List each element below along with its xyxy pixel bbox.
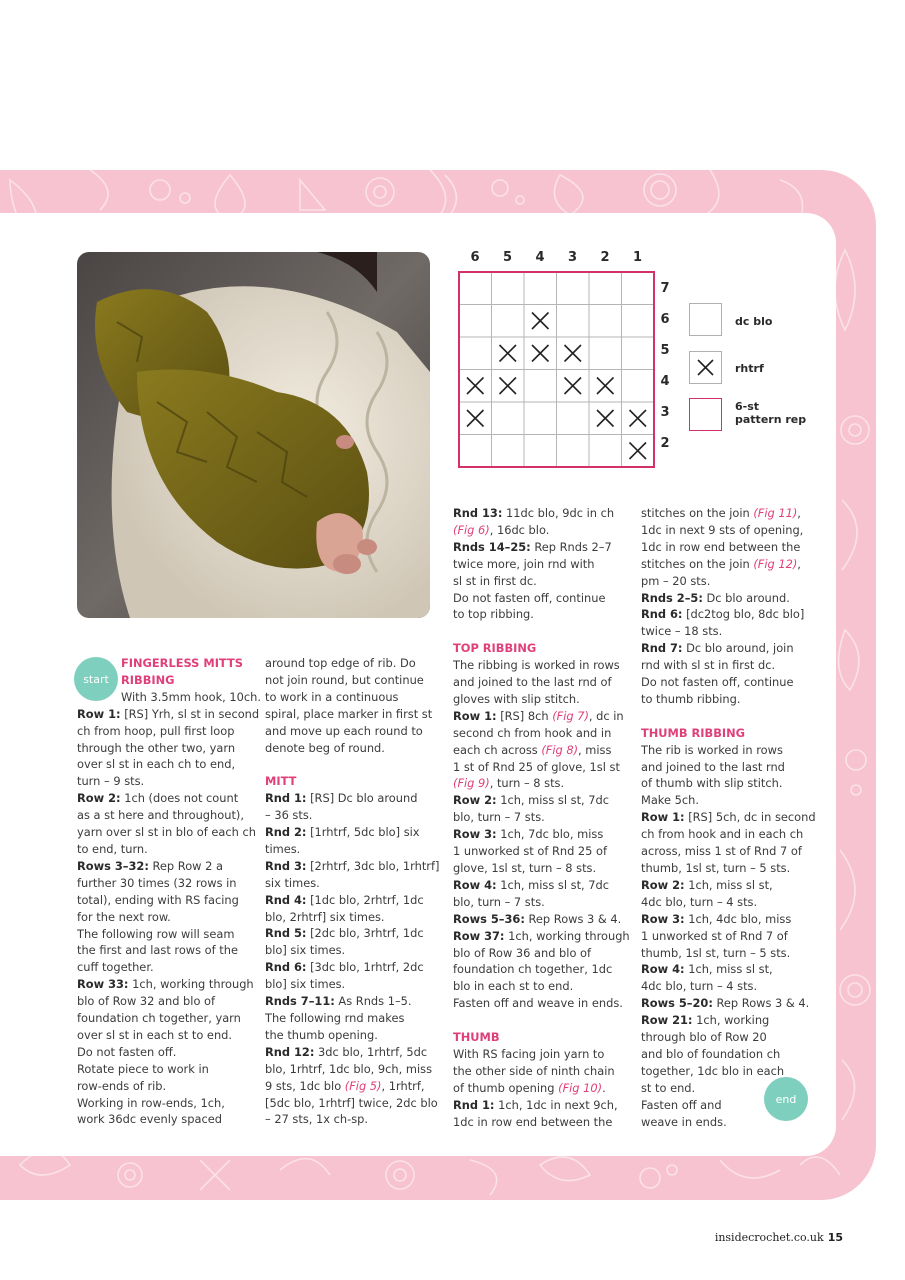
site-name: insidecrochet.co.uk: [714, 1231, 824, 1244]
legend-rhtrf-box: [689, 351, 722, 384]
chart-cell: [492, 305, 525, 338]
chart-cell: [492, 435, 525, 468]
chart-cell: [524, 435, 557, 468]
chart-cell: [459, 272, 492, 305]
chart-column-number: 5: [502, 250, 513, 265]
legend-dc-blo-label: dc blo: [735, 315, 773, 328]
chart-cell: [492, 272, 525, 305]
fingerless-mitts-photo: [77, 252, 430, 618]
chart-cell: [557, 272, 590, 305]
end-badge: end: [764, 1077, 808, 1121]
chart-column-number: 1: [632, 250, 643, 265]
legend-pattern-rep-label: 6-st pattern rep: [735, 400, 807, 426]
chart-row-number: 4: [660, 374, 670, 389]
chart-cell: [524, 370, 557, 403]
chart-cell: [589, 305, 622, 338]
chart-cell: [589, 272, 622, 305]
chart-cell: [589, 435, 622, 468]
chart-column-number: 3: [567, 250, 578, 265]
stitch-chart: [452, 245, 812, 470]
chart-row-number: 3: [660, 405, 670, 420]
chart-row-number: 7: [660, 281, 670, 296]
chart-cell: [589, 337, 622, 370]
chart-cell: [524, 272, 557, 305]
legend-rhtrf-label: rhtrf: [735, 362, 764, 375]
instructions-column-4: stitches on the join (Fig 11), 1dc in next 9 sts of opening, 1dc in row end between the stitches on the join (Fig 12), pm – 20 sts. Rnds 2–5: Dc blo around. Rnd 6: [dc2tog blo, 8dc blo] twice – 18 sts. Rnd 7: Dc blo around, join rnd with sl st in first dc. Do not fasten off, continue to thumb ribbing. THUMB RIBBING The rib is worked in rows and joined to the last rnd of thumb with slip stitch. Make 5ch. Row 1: [RS] 5ch, dc in second ch from hook and in each ch across, miss 1 st of Rnd 7 of thumb, 1sl st, turn – 5 sts. Row 2: 1ch, miss sl st, 4dc blo, turn – 4 sts. Row 3: 1ch, 4dc blo, miss 1 unworked st of Rnd 7 of thumb, 1sl st, turn – 5 sts. Row 4: 1ch, miss sl st, 4dc blo, turn – 4 sts. Rows 5–20: Rep Rows 3 & 4. Row 21: 1ch, working through blo of Row 20 and blo of foundation ch together, 1dc blo in each st to end. Fasten off and weave in ends.: [641, 506, 816, 1129]
chart-row-number: 6: [660, 312, 670, 327]
chart-cell: [459, 435, 492, 468]
instructions-column-3: Rnd 13: 11dc blo, 9dc in ch (Fig 6), 16dc blo. Rnds 14–25: Rep Rnds 2–7 twice more, join rnd with sl st in first dc. Do not fasten off, continue to top ribbing. TOP RIBBING The ribbing is worked in rows and joined to the last rnd of gloves with slip stitch. Row 1: [RS] 8ch (Fig 7), dc in second ch from hook and in each ch across (Fig 8), miss 1 st of Rnd 25 of glove, 1sl st (Fig 9), turn – 8 sts. Row 2: 1ch, miss sl st, 7dc blo, turn – 7 sts. Row 3: 1ch, 7dc blo, miss 1 unworked st of Rnd 25 of glove, 1sl st, turn – 8 sts. Row 4: 1ch, miss sl st, 7dc blo, turn – 7 sts. Rows 5–36: Rep Rows 3 & 4. Row 37: 1ch, working through blo of Row 36 and blo of foundation ch together, 1dc blo in each st to end. Fasten off and weave in ends. THUMB With RS facing join yarn to the other side of ninth chain of thumb opening (Fig 10). Rnd 1: 1ch, 1dc in next 9ch, 1dc in row end between the: [453, 506, 630, 1129]
page-number: 15: [827, 1231, 843, 1244]
page-footer: [715, 1231, 843, 1244]
chart-cell: [459, 337, 492, 370]
chart-cell: [459, 305, 492, 338]
chart-cell: [524, 402, 557, 435]
start-badge: start: [74, 657, 118, 701]
chart-row-number: 5: [660, 343, 670, 358]
top-ribbing-heading: TOP RIBBING: [453, 641, 537, 656]
instructions-column-1: FINGERLESS MITTS RIBBING With 3.5mm hook, 10ch. Row 1: [RS] Yrh, sl st in second ch from hoop, pull first loop through the other two, yarn over sl st in each ch to end, turn – 9 sts. Row 2: 1ch (does not count as a st here and throughout), yarn over sl st in blo of each ch to end, turn. Rows 3–32: Rep Row 2 a further 30 times (32 rows in total), ending with RS facing for the next row. The following row will seam the first and last rows of the cuff together. Row 33: 1ch, working through blo of Row 32 and blo of foundation ch together, yarn over sl st in each st to end. Do not fasten off. Rotate piece to work in row-ends of rib. Working in row-ends, 1ch, work 36dc evenly spaced: [77, 656, 262, 1127]
chart-column-number: 2: [600, 250, 610, 265]
cross-icon: [690, 352, 721, 383]
thumb-heading: THUMB: [453, 1030, 500, 1045]
chart-column-number: 6: [470, 250, 480, 265]
legend-pattern-rep-box: [689, 398, 722, 431]
chart-row-number: 2: [660, 436, 670, 451]
legend-dc-blo-box: [689, 303, 722, 336]
mitt-heading: MITT: [265, 774, 297, 789]
thumb-ribbing-heading: THUMB RIBBING: [641, 725, 746, 740]
chart-cell: [557, 305, 590, 338]
chart-cell: [557, 435, 590, 468]
instructions-column-2: around top edge of rib. Do not join round, but continue to work in a continuous spiral, place marker in first st and move up each round to denote beg of round. MITT Rnd 1: [RS] Dc blo around – 36 sts. Rnd 2: [1rhtrf, 5dc blo] six times. Rnd 3: [2rhtrf, 3dc blo, 1rhtrf] six times. Rnd 4: [1dc blo, 2rhtrf, 1dc blo, 2rhtrf] six times. Rnd 5: [2dc blo, 3rhtrf, 1dc blo] six times. Rnd 6: [3dc blo, 1rhtrf, 2dc blo] six times. Rnds 7–11: As Rnds 1–5. The following rnd makes the thumb opening. Rnd 12: 3dc blo, 1rhtrf, 5dc blo, 1rhtrf, 1dc blo, 9ch, miss 9 sts, 1dc blo (Fig 5), 1rhtrf, [5dc blo, 1rhtrf] twice, 2dc blo – 27 sts, 1x ch-sp.: [265, 656, 440, 1127]
chart-cell: [492, 402, 525, 435]
chart-column-number: 4: [535, 250, 545, 265]
chart-cell: [557, 402, 590, 435]
